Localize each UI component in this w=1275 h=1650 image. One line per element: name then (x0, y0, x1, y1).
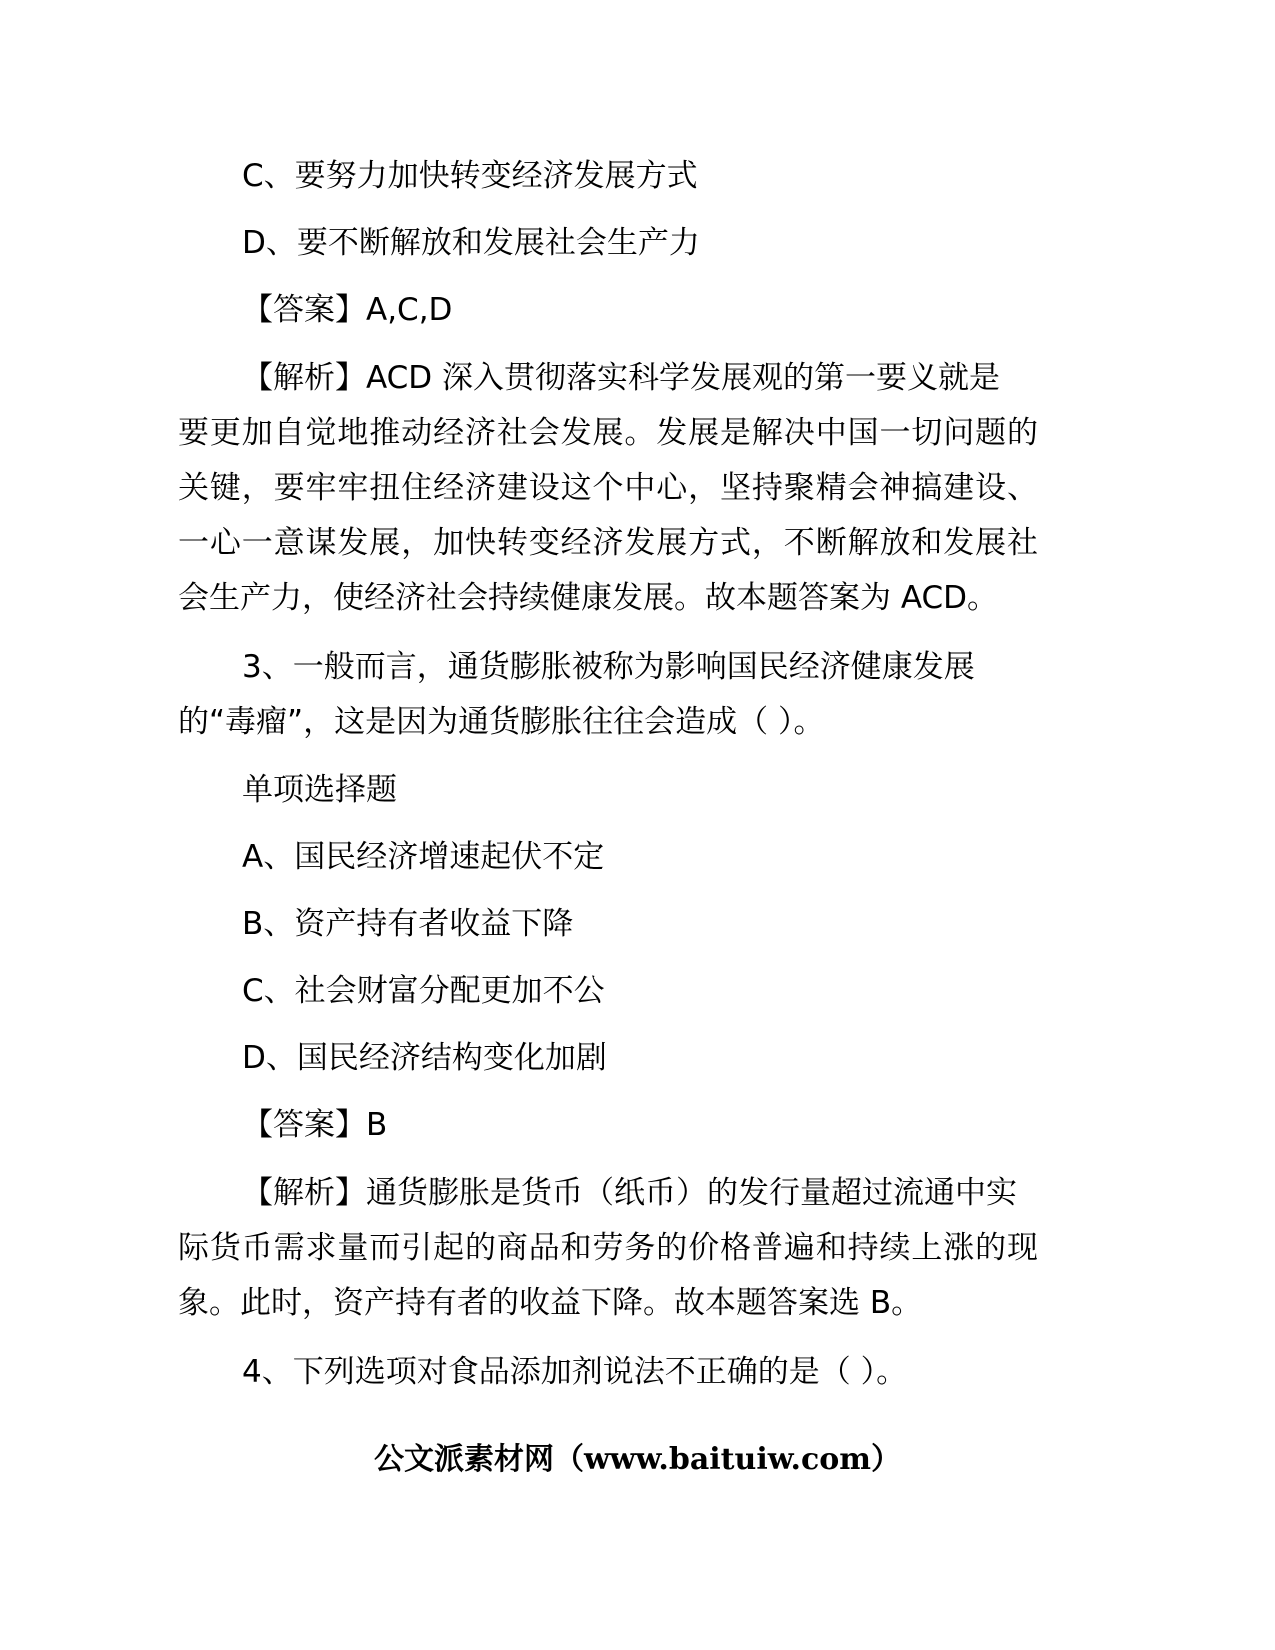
q2-option-d: D、要不断解放和发展社会生产力 (242, 225, 700, 261)
q3-option-d: D、国民经济结构变化加剧 (242, 1040, 607, 1076)
q3-option-c: C、社会财富分配更加不公 (242, 973, 605, 1009)
q2-analysis-line: 会生产力，使经济社会持续健康发展。故本题答案为 ACD。 (178, 580, 999, 616)
q2-answer: 【答案】A,C,D (242, 292, 453, 328)
q3-question-line: 的“毒瘤”，这是因为通货膨胀往往会造成（ ）。 (178, 704, 825, 740)
q3-question-line: 3、一般而言，通货膨胀被称为影响国民经济健康发展 (242, 649, 975, 685)
q3-type: 单项选择题 (242, 772, 397, 808)
q3-analysis-line: 【解析】通货膨胀是货币（纸币）的发行量超过流通中实 (242, 1175, 1017, 1211)
q3-option-a: A、国民经济增速起伏不定 (242, 839, 605, 875)
q3-analysis-line: 象。此时，资产持有者的收益下降。故本题答案选 B。 (178, 1285, 923, 1321)
q2-analysis-line: 要更加自觉地推动经济社会发展。发展是解决中国一切问题的 (178, 415, 1038, 451)
q2-option-c: C、要努力加快转变经济发展方式 (242, 158, 698, 194)
q2-analysis-line: 一心一意谋发展，加快转变经济发展方式，不断解放和发展社 (178, 525, 1038, 561)
q4-question: 4、下列选项对食品添加剂说法不正确的是（ ）。 (242, 1354, 908, 1390)
q3-answer: 【答案】B (242, 1107, 388, 1143)
q3-option-b: B、资产持有者收益下降 (242, 906, 574, 942)
q3-analysis-line: 际货币需求量而引起的商品和劳务的价格普遍和持续上涨的现 (178, 1230, 1038, 1266)
q2-analysis-line: 【解析】ACD 深入贯彻落实科学发展观的第一要义就是 (242, 360, 1001, 396)
footer-watermark: 公文派素材网（www.baituiw.com） (373, 1442, 902, 1477)
q2-analysis-line: 关键，要牢牢扭住经济建设这个中心，坚持聚精会神搞建设、 (178, 470, 1038, 506)
